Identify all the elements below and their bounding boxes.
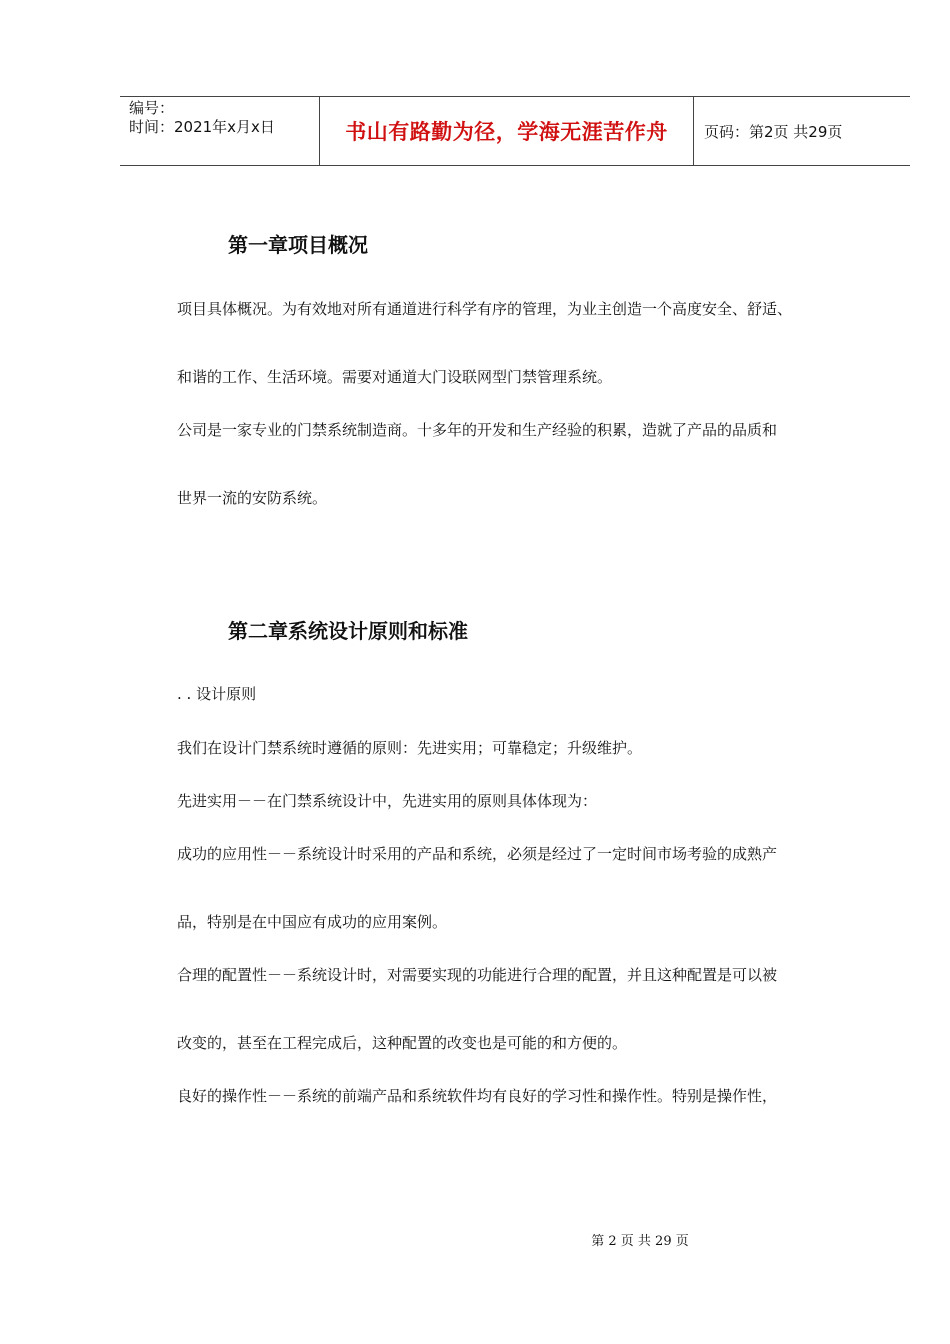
chapter-2-paragraph: 改变的，甚至在工程完成后，这种配置的改变也是可能的和方便的。 (177, 1034, 628, 1052)
chapter-2-paragraph: 先进实用－－在门禁系统设计中，先进实用的原则具体体现为： (177, 792, 598, 810)
header-meta-cell (120, 97, 320, 165)
document-header (120, 96, 910, 166)
chapter-2-paragraph: 我们在设计门禁系统时遵循的原则：先进实用；可靠稳定；升级维护。 (177, 739, 643, 757)
chapter-1-paragraph: 和谐的工作、生活环境。需要对通道大门设联网型门禁管理系统。 (177, 368, 613, 386)
page-info-text: 页码：第2页 共29页 (704, 122, 843, 141)
time-label: 时间：2021年x月x日 (129, 118, 275, 136)
motto-cell (320, 97, 694, 165)
motto-text: 书山有路勤为径，学海无涯苦作舟 (345, 120, 668, 144)
chapter-2-paragraph: 良好的操作性－－系统的前端产品和系统软件均有良好的学习性和操作性。特别是操作性， (177, 1087, 778, 1105)
chapter-1-paragraph: 项目具体概况。为有效地对所有通道进行科学有序的管理，为业主创造一个高度安全、舒适、 (177, 300, 793, 318)
chapter-1-paragraph: 公司是一家专业的门禁系统制造商。十多年的开发和生产经验的积累，造就了产品的品质和 (177, 421, 778, 439)
page-info-cell (694, 97, 910, 165)
chapter-1-paragraph: 世界一流的安防系统。 (177, 489, 328, 507)
page-footer (0, 1230, 950, 1249)
chapter-2-paragraph: 品，特别是在中国应有成功的应用案例。 (177, 913, 448, 931)
number-label: 编号： (129, 99, 175, 117)
footer-page-number: 第 2 页 共 29 页 (591, 1234, 689, 1249)
chapter-1-title: 第一章项目概况 (228, 233, 368, 257)
chapter-2-paragraph: 合理的配置性－－系统设计时，对需要实现的功能进行合理的配置，并且这种配置是可以被 (177, 966, 778, 984)
chapter-2-title: 第二章系统设计原则和标准 (228, 619, 468, 643)
section-heading: . . 设计原则 (177, 685, 257, 703)
chapter-2-paragraph: 成功的应用性－－系统设计时采用的产品和系统，必须是经过了一定时间市场考验的成熟产 (177, 845, 778, 863)
